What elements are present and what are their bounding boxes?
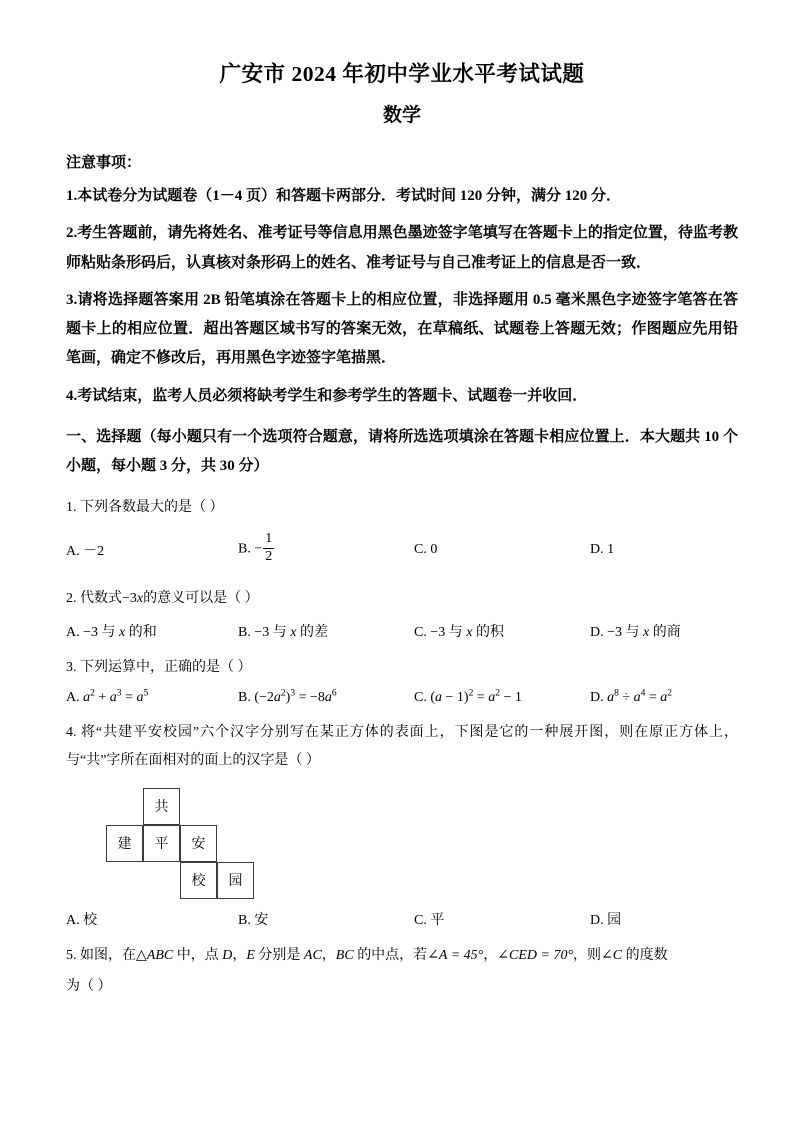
option-a-label: A. bbox=[66, 543, 80, 559]
net-cell-bottom-right: 园 bbox=[217, 862, 254, 899]
question-5-text-p1: 如图，在 bbox=[80, 947, 136, 963]
option-b-var: x bbox=[290, 624, 297, 640]
option-d-label: D. bbox=[590, 624, 604, 640]
question-2-expr-var: x bbox=[136, 590, 144, 606]
option-c-suffix: 的积 bbox=[472, 624, 504, 640]
net-cell-top: 共 bbox=[143, 788, 180, 825]
option-c-value: 平 bbox=[430, 912, 445, 928]
question-4-text: 将“共建平安校园”六个汉字分别写在某正方体的表面上，下图是它的一种展开图，则在原正方体上，与“共”字所在面相对的面上的汉字是（ ） bbox=[66, 725, 738, 768]
question-5-angle-c: ∠C bbox=[601, 947, 623, 963]
question-3-options bbox=[66, 690, 738, 706]
notice-item-1: 1.本试卷分为试题卷（1－4 页）和答题卡两部分．考试时间 120 分钟，满分 120 分． bbox=[66, 188, 622, 205]
option-b-label: B. bbox=[238, 690, 251, 706]
question-5-point-e: E bbox=[246, 947, 255, 963]
question-5-text-p7: ， bbox=[483, 947, 498, 963]
net-cell-middle-left: 建 bbox=[106, 825, 143, 862]
question-5-text-p2: 中，点 bbox=[173, 947, 223, 963]
question-1-option-a bbox=[66, 540, 238, 560]
net-cell-middle-right: 安 bbox=[180, 825, 217, 862]
question-2-option-b bbox=[238, 621, 414, 641]
option-d-suffix: 的商 bbox=[649, 624, 681, 640]
question-3-option-b bbox=[238, 690, 414, 706]
question-5-text-p6: 的中点，若 bbox=[353, 947, 428, 963]
option-c-var: x bbox=[466, 624, 473, 640]
question-2-expr-sign: −3 bbox=[122, 590, 137, 606]
question-5-stem-line2: 为（ ） bbox=[66, 979, 112, 995]
option-a-value: 校 bbox=[83, 912, 98, 928]
question-4-option-c bbox=[414, 909, 590, 929]
question-4-stem bbox=[66, 719, 738, 774]
question-2-text-suffix: 的意义可以是（ ） bbox=[143, 590, 259, 606]
option-a-prefix: −3 与 bbox=[83, 624, 120, 640]
fraction-one-half bbox=[263, 532, 274, 564]
question-1-option-b bbox=[238, 533, 414, 565]
option-b-label: B. bbox=[238, 624, 251, 640]
question-5-triangle-abc: △ABC bbox=[136, 947, 174, 963]
option-b-prefix: −3 与 bbox=[254, 624, 291, 640]
question-5-stem bbox=[66, 942, 738, 969]
option-c-value: 0 bbox=[430, 541, 438, 557]
option-b-sign: − bbox=[254, 541, 263, 557]
page-content bbox=[66, 0, 738, 1000]
notice-item-4: 4.考试结束，监考人员必须将缺考学生和参考学生的答题卡、试题卷一并收回． bbox=[66, 387, 588, 404]
notice-heading: 注意事项： bbox=[66, 154, 142, 171]
question-1-stem bbox=[66, 494, 738, 521]
question-5-segment-ac: AC bbox=[303, 947, 322, 963]
option-d-var: x bbox=[643, 624, 650, 640]
option-b-expression: $(-2a^2)^3 = -8a^6$ bbox=[254, 688, 337, 706]
question-1-option-d bbox=[590, 542, 614, 558]
page-title: 广安市 2024 年初中学业水平考试试题 bbox=[219, 62, 585, 86]
question-4-option-d bbox=[590, 909, 621, 929]
question-3-stem bbox=[66, 654, 738, 681]
cube-net-figure-container bbox=[66, 784, 738, 900]
question-1-options bbox=[66, 528, 738, 572]
option-c-label: C. bbox=[414, 912, 427, 928]
option-d-prefix: −3 与 bbox=[607, 624, 644, 640]
question-5-text-p4: 分别是 bbox=[254, 947, 304, 963]
question-4-option-b bbox=[238, 909, 414, 929]
option-d-value: 园 bbox=[607, 912, 622, 928]
question-5-angle-ced-value: ∠CED = 70° bbox=[497, 947, 574, 963]
question-3-option-c bbox=[414, 690, 590, 706]
notice-item-3: 3.请将选择题答案用 2B 铅笔填涂在答题卡上的相应位置，非选择题用 0.5 毫米黑色字迹签字笔答在答题卡上的相应位置．超出答题区域书写的答案无效，在草稿纸、试题卷上答题无效；作图题应先用铅笔画，确定不修改后，再用黑色字迹签字笔描黑． bbox=[66, 291, 738, 367]
section-heading-choice: 一、选择题（每小题只有一个选项符合题意，请将所选选项填涂在答题卡相应位置上．本大题共 10 个小题，每小题 3 分，共 30 分） bbox=[66, 428, 738, 475]
option-c-label: C. bbox=[414, 624, 427, 640]
question-1-text: 下列各数最大的是（ ） bbox=[80, 500, 224, 516]
option-a-expression: $a^2 + a^3 = a^5$ bbox=[83, 688, 149, 706]
question-1-option-c bbox=[414, 542, 590, 558]
fraction-denominator: 2 bbox=[265, 549, 273, 565]
net-cell-bottom-left: 校 bbox=[180, 862, 217, 899]
question-2-options bbox=[66, 621, 738, 641]
question-2-option-d bbox=[590, 621, 681, 641]
fraction-numerator: 1 bbox=[265, 531, 273, 547]
question-1-number: 1. bbox=[66, 500, 77, 516]
question-2-option-a bbox=[66, 621, 238, 641]
net-cell-middle-center: 平 bbox=[143, 825, 180, 862]
question-2-stem bbox=[66, 585, 738, 612]
option-b-label: B. bbox=[238, 541, 251, 557]
subject-title: 数学 bbox=[382, 104, 421, 126]
option-a-value: －2 bbox=[83, 543, 105, 559]
option-a-label: A. bbox=[66, 690, 80, 706]
question-4-options bbox=[66, 909, 738, 929]
question-5-text-p8: ，则 bbox=[573, 947, 602, 963]
question-4-option-a bbox=[66, 909, 238, 929]
question-4-number: 4. bbox=[66, 725, 77, 741]
option-b-value: 安 bbox=[254, 912, 269, 928]
option-d-label: D. bbox=[590, 690, 604, 706]
option-b-suffix: 的差 bbox=[296, 624, 328, 640]
option-d-value: 1 bbox=[607, 541, 615, 557]
option-c-prefix: −3 与 bbox=[430, 624, 467, 640]
question-5-segment-bc: BC bbox=[335, 947, 354, 963]
question-5-point-d: D bbox=[222, 947, 233, 963]
question-5-text-p5: ， bbox=[321, 947, 336, 963]
question-2-text-prefix: 代数式 bbox=[80, 590, 122, 606]
question-3-number: 3. bbox=[66, 659, 77, 675]
question-5-number: 5. bbox=[66, 947, 77, 963]
question-5-text-p3: ， bbox=[232, 947, 247, 963]
option-a-label: A. bbox=[66, 912, 80, 928]
notice-item-2: 2.考生答题前，请先将姓名、准考证号等信息用黑色墨迹签字笔填写在答题卡上的指定位置，待监考教师粘贴条形码后，认真核对条形码上的姓名、准考证号与自己准考证上的信息是否一致． bbox=[66, 225, 738, 271]
question-5-angle-a-value: ∠A = 45° bbox=[427, 947, 484, 963]
option-d-expression: $a^8 \div a^4 = a^2$ bbox=[607, 688, 673, 706]
question-5-text-p9: 的度数 bbox=[622, 947, 668, 963]
option-a-var: x bbox=[119, 624, 126, 640]
option-c-label: C. bbox=[414, 690, 427, 706]
option-a-label: A. bbox=[66, 624, 80, 640]
option-b-label: B. bbox=[238, 912, 251, 928]
option-d-label: D. bbox=[590, 541, 604, 557]
option-c-expression: $(a - 1)^2 = a^2 - 1$ bbox=[430, 688, 522, 706]
option-c-label: C. bbox=[414, 541, 427, 557]
option-d-label: D. bbox=[590, 912, 604, 928]
question-3-text: 下列运算中，正确的是（ ） bbox=[80, 659, 252, 675]
question-3-option-d bbox=[590, 690, 672, 706]
option-a-suffix: 的和 bbox=[125, 624, 157, 640]
question-2-option-c bbox=[414, 621, 590, 641]
question-2-number: 2. bbox=[66, 590, 77, 606]
question-3-option-a bbox=[66, 690, 238, 706]
